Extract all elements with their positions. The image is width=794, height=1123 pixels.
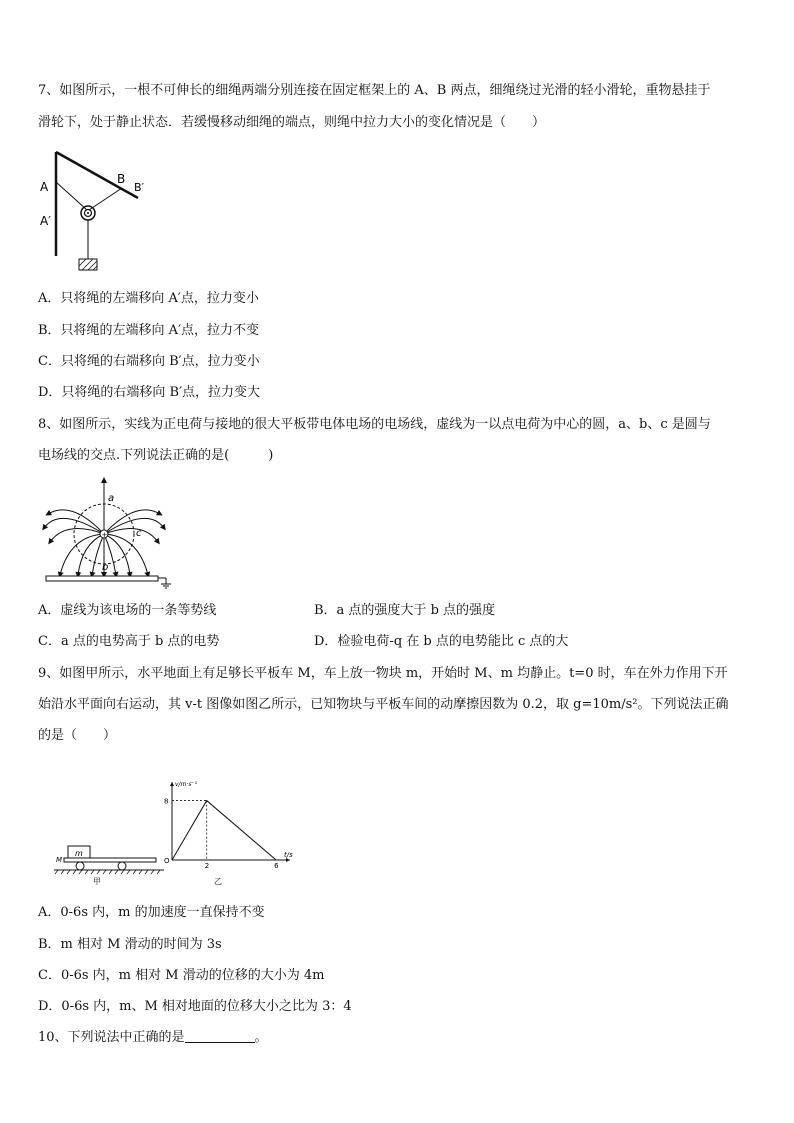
chart-x-axis-label: t/s: [284, 851, 293, 859]
chart-y-axis-label: v/m·s⁻¹: [175, 781, 198, 788]
q8-text-line1: 8、如图所示，实线为正电荷与接地的很大平板带电体电场的电场线，虚线为一以点电荷为中心的圆，a、b、c 是圆与: [38, 417, 711, 432]
q9-caption-jia: 甲: [93, 877, 101, 886]
chart-y-tick-label: 8: [164, 797, 169, 806]
q8-text-line2: 电场线的交点.下列说法正确的是( ): [38, 448, 274, 463]
q10-stem: 10、下列说法中正确的是: [38, 1030, 185, 1045]
q9-option-d[interactable]: D．0-6s 内，m、M 相对地面的位移大小之比为 3：4: [38, 999, 352, 1014]
q9-label-m: m: [75, 849, 83, 858]
q7-label-a-prime: A′: [40, 214, 51, 228]
q7-option-a[interactable]: A．只将绳的左端移向 A′点，拉力变小: [38, 291, 259, 306]
q8-option-b[interactable]: B．a 点的强度大于 b 点的强度: [314, 603, 496, 618]
wheel-left: [76, 862, 84, 870]
q8-label-c: c: [136, 528, 142, 539]
q7-label-b: B: [117, 172, 126, 186]
chart-x-tick-label: 2: [204, 862, 210, 870]
chart-y-axis-arrow: [170, 782, 174, 786]
q8-electric-field-figure: [42, 476, 176, 596]
q7-option-b[interactable]: B．只将绳的左端移向 A′点，拉力不变: [38, 323, 260, 338]
q10-end: 。: [254, 1030, 268, 1045]
q8-option-a[interactable]: A．虚线为该电场的一条等势线: [38, 603, 217, 618]
q9-vt-chart: [160, 776, 300, 874]
q10-text: [38, 1029, 268, 1047]
q7-pulley-figure: [38, 146, 148, 274]
q8-label-a: a: [108, 493, 115, 504]
q8-label-b: b: [102, 562, 109, 573]
q9-option-b[interactable]: B．m 相对 M 滑动的时间为 3s: [38, 937, 222, 952]
q7-label-b-prime: B′: [134, 181, 145, 194]
q8-option-d[interactable]: D．检验电荷-q 在 b 点的电势能比 c 点的大: [314, 634, 569, 649]
board-M: [64, 858, 156, 862]
q7-text-line2: 滑轮下，处于静止状态．若缓慢移动细绳的端点，则绳中拉力大小的变化情况是（ ）: [38, 115, 546, 130]
q10-answer-blank[interactable]: [185, 1030, 255, 1043]
chart-origin-label: O: [164, 857, 170, 865]
q9-option-c[interactable]: C．0-6s 内，m 相对 M 滑动的位移的大小为 4m: [38, 968, 325, 983]
q9-caption-yi: 乙: [214, 877, 222, 886]
q9-text-line1: 9、如图甲所示，水平地面上有足够长平板车 M，车上放一物块 m，开始时 M、m 均静止。t=0 时，车在外力作用下开: [38, 666, 728, 681]
q9-cart-figure: [54, 834, 166, 882]
wheel-right: [118, 862, 126, 870]
q9-text-line2: 始沿水平面向右运动，其 v-t 图像如图乙所示，已知物块与平板车间的动摩擦因数为 0.2，取 g=10m/s²。下列说法正确: [38, 697, 729, 712]
q7-option-c[interactable]: C．只将绳的右端移向 B′点，拉力变小: [38, 354, 260, 369]
q7-option-d[interactable]: D．只将绳的右端移向 B′点，拉力变大: [38, 385, 261, 400]
q9-text-line3: 的是（ ）: [38, 728, 117, 743]
q7-label-a: A: [40, 180, 49, 194]
q7-text-line1: 7、如图所示，一根不可伸长的细绳两端分别连接在固定框架上的 A、B 两点，细绳绕过光滑的轻小滑轮，重物悬挂于: [38, 83, 711, 98]
q9-option-a[interactable]: A．0-6s 内，m 的加速度一直保持不变: [38, 905, 265, 920]
q9-label-M: M: [56, 856, 63, 864]
q8-option-c[interactable]: C．a 点的电势高于 b 点的电势: [38, 634, 220, 649]
chart-series-line: [172, 801, 276, 860]
chart-x-tick-label: 6: [274, 862, 279, 870]
svg-text:+: +: [101, 531, 108, 539]
